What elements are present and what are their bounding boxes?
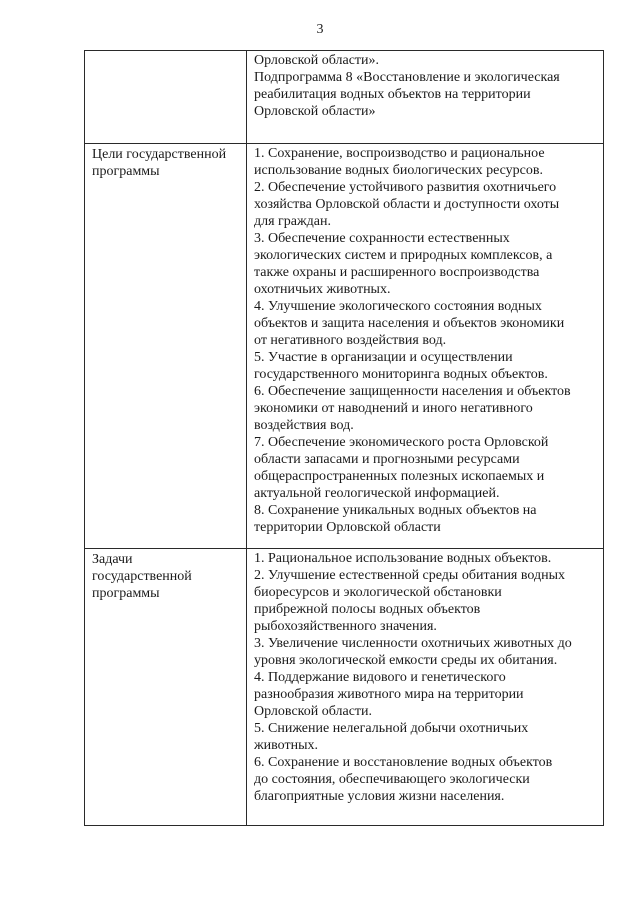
text-line: 2. Обеспечение устойчивого развития охотничьего xyxy=(254,180,557,195)
text-line: 3. Увеличение численности охотничьих животных до xyxy=(254,636,572,651)
text-line: 1. Сохранение, воспроизводство и рациональное xyxy=(254,146,545,161)
text-line: воздействия вод. xyxy=(254,418,354,433)
text-line: 6. Сохранение и восстановление водных объектов xyxy=(254,755,553,770)
label-text xyxy=(85,51,246,53)
text-line: общераспространенных полезных ископаемых и xyxy=(254,469,545,484)
text-line: биоресурсов и экологической обстановки xyxy=(254,585,502,600)
text-line: Цели государственной xyxy=(92,147,227,162)
text-line: Орловской области. xyxy=(254,704,373,719)
text-line: Подпрограмма 8 «Восстановление и экологическая xyxy=(254,70,560,85)
text-line: до состояния, обеспечивающего экологически xyxy=(254,772,530,787)
page-number: 3 xyxy=(316,22,324,37)
text-line: 7. Обеспечение экономического роста Орловской xyxy=(254,435,549,450)
value-cell xyxy=(247,51,604,144)
value-text xyxy=(247,549,603,805)
table-row-subprogram-continuation xyxy=(85,51,604,144)
text-line: животных. xyxy=(254,738,319,753)
text-line: реабилитация водных объектов на территории xyxy=(254,87,531,102)
label-cell xyxy=(85,144,247,549)
table-row-program-goals xyxy=(85,144,604,549)
value-cell xyxy=(247,549,604,826)
text-line: Орловской области». xyxy=(254,53,380,68)
text-line: благоприятные условия жизни населения. xyxy=(254,789,505,804)
text-line: государственного мониторинга водных объектов. xyxy=(254,367,548,382)
text-line: области запасами и прогнозными ресурсами xyxy=(254,452,520,467)
text-line: прибрежной полосы водных объектов xyxy=(254,602,481,617)
text-line: Задачи xyxy=(92,552,133,567)
text-line: актуальной геологической информацией. xyxy=(254,486,500,501)
text-line: также охраны и расширенного воспроизводства xyxy=(254,265,540,280)
program-passport-table xyxy=(84,50,604,826)
text-line: для граждан. xyxy=(254,214,332,229)
text-line: Орловской области» xyxy=(254,104,376,119)
value-cell xyxy=(247,144,604,549)
text-line: 4. Поддержание видового и генетического xyxy=(254,670,506,685)
text-line: государственной xyxy=(92,569,192,584)
text-line: рыбохозяйственного значения. xyxy=(254,619,437,634)
text-line: 5. Участие в организации и осуществлении xyxy=(254,350,513,365)
text-line: объектов и защита населения и объектов экономики xyxy=(254,316,565,331)
text-line: экономики от наводнений и иного негативного xyxy=(254,401,533,416)
label-text xyxy=(85,549,246,602)
text-line: 3. Обеспечение сохранности естественных xyxy=(254,231,510,246)
text-line: территории Орловской области xyxy=(254,520,441,535)
text-line: от негативного воздействия вод. xyxy=(254,333,447,348)
text-line: 2. Улучшение естественной среды обитания водных xyxy=(254,568,566,583)
label-cell xyxy=(85,51,247,144)
value-text xyxy=(247,144,603,536)
text-line: охотничьих животных. xyxy=(254,282,391,297)
text-line: 4. Улучшение экологического состояния водных xyxy=(254,299,542,314)
text-line: разнообразия животного мира на территории xyxy=(254,687,524,702)
text-line: 8. Сохранение уникальных водных объектов на xyxy=(254,503,537,518)
value-text xyxy=(247,51,603,120)
text-line: хозяйства Орловской области и доступности охоты xyxy=(254,197,560,212)
text-line: использование водных биологических ресурсов. xyxy=(254,163,543,178)
text-line: 6. Обеспечение защищенности населения и объектов xyxy=(254,384,571,399)
text-line: программы xyxy=(92,164,160,179)
text-line: уровня экологической емкости среды их обитания. xyxy=(254,653,558,668)
text-line: экологических систем и природных комплексов, а xyxy=(254,248,553,263)
text-line: программы xyxy=(92,586,160,601)
label-text xyxy=(85,144,246,180)
label-cell xyxy=(85,549,247,826)
text-line: 1. Рациональное использование водных объектов. xyxy=(254,551,552,566)
table-row-program-tasks xyxy=(85,549,604,826)
text-line: 5. Снижение нелегальной добычи охотничьих xyxy=(254,721,529,736)
